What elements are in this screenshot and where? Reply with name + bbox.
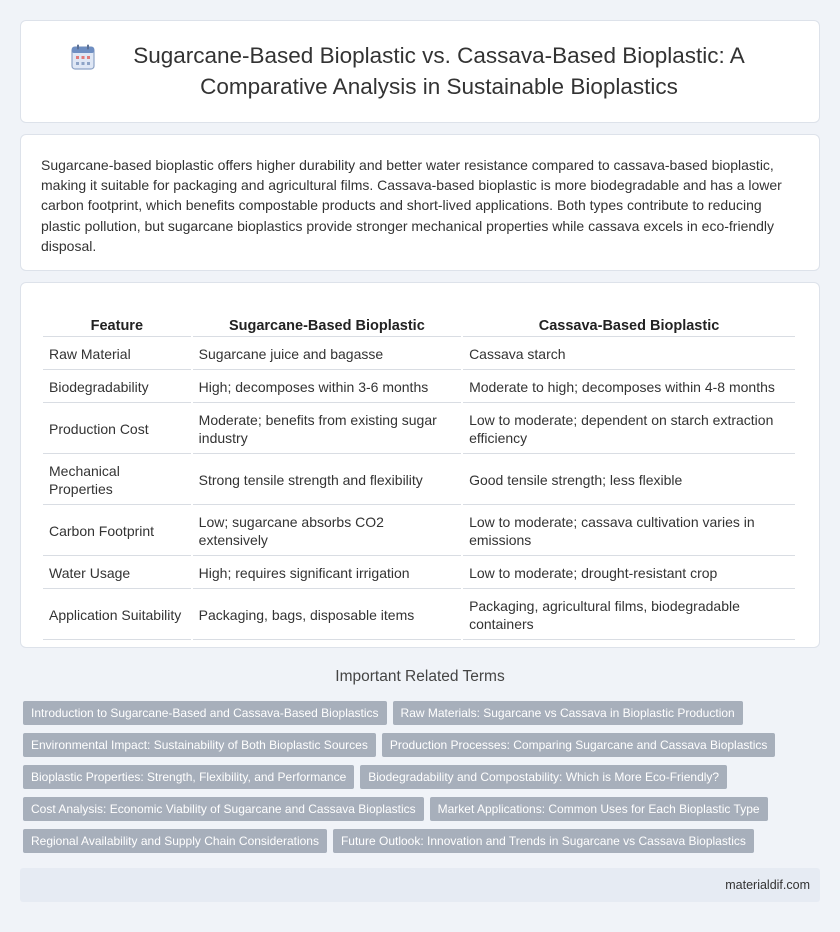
row-feature: Mechanical Properties	[43, 456, 191, 505]
footer	[20, 868, 820, 902]
related-term-tag[interactable]: Market Applications: Common Uses for Each Bioplastic Type	[430, 797, 768, 821]
summary-text: Sugarcane-based bioplastic offers higher durability and better water resistance compared to cassava-based bioplastic, making it suitable for packaging and agricultural films. Cassava-based bioplastic is more biodegradable and has a lower carbon footprint, which benefits compostable products and short-lived applications. Both types contribute to reducing plastic pollution, but sugarcane bioplastics provide stronger mechanical properties while cassava excels in eco-friendly disposal.	[41, 157, 782, 254]
row-feature: Production Cost	[43, 405, 191, 454]
related-term-tag[interactable]: Future Outlook: Innovation and Trends in Sugarcane vs Cassava Bioplastics	[333, 829, 754, 853]
header-cassava: Cassava-Based Bioplastic	[463, 315, 795, 337]
row-sugarcane: Strong tensile strength and flexibility	[193, 456, 461, 505]
row-cassava: Moderate to high; decomposes within 4-8 months	[463, 372, 795, 403]
row-cassava: Low to moderate; drought-resistant crop	[463, 558, 795, 589]
row-sugarcane: High; requires significant irrigation	[193, 558, 461, 589]
header-feature: Feature	[43, 315, 191, 337]
row-feature: Application Suitability	[43, 591, 191, 640]
row-cassava: Low to moderate; dependent on starch extraction efficiency	[463, 405, 795, 454]
row-sugarcane: Moderate; benefits from existing sugar industry	[193, 405, 461, 454]
table-row	[43, 558, 795, 589]
row-feature: Water Usage	[43, 558, 191, 589]
row-cassava: Packaging, agricultural films, biodegradable containers	[463, 591, 795, 640]
related-terms-list	[23, 701, 823, 861]
header-sugarcane: Sugarcane-Based Bioplastic	[193, 315, 461, 337]
table-row	[43, 339, 795, 370]
calendar-icon	[71, 44, 95, 70]
related-term-tag[interactable]: Introduction to Sugarcane-Based and Cassava-Based Bioplastics	[23, 701, 387, 725]
related-term-tag[interactable]: Biodegradability and Compostability: Which is More Eco-Friendly?	[360, 765, 727, 789]
row-feature: Raw Material	[43, 339, 191, 370]
row-cassava: Cassava starch	[463, 339, 795, 370]
related-term-tag[interactable]: Regional Availability and Supply Chain Considerations	[23, 829, 327, 853]
related-term-tag[interactable]: Environmental Impact: Sustainability of Both Bioplastic Sources	[23, 733, 376, 757]
table-row	[43, 456, 795, 505]
related-term-tag[interactable]: Raw Materials: Sugarcane vs Cassava in Bioplastic Production	[393, 701, 743, 725]
row-sugarcane: High; decomposes within 3-6 months	[193, 372, 461, 403]
row-sugarcane: Low; sugarcane absorbs CO2 extensively	[193, 507, 461, 556]
related-terms-title: Important Related Terms	[335, 668, 505, 685]
related-term-tag[interactable]: Cost Analysis: Economic Viability of Sugarcane and Cassava Bioplastics	[23, 797, 424, 821]
footer-site[interactable]: materialdif.com	[725, 878, 810, 892]
page-title: Sugarcane-Based Bioplastic vs. Cassava-Based Bioplastic: A Comparative Analysis in Sustainable Bioplastics	[133, 43, 745, 99]
row-feature: Carbon Footprint	[43, 507, 191, 556]
row-feature: Biodegradability	[43, 372, 191, 403]
table-row	[43, 372, 795, 403]
row-cassava: Low to moderate; cassava cultivation varies in emissions	[463, 507, 795, 556]
related-term-tag[interactable]: Production Processes: Comparing Sugarcane and Cassava Bioplastics	[382, 733, 776, 757]
summary-card	[20, 134, 820, 271]
table-row	[43, 591, 795, 640]
table-header-row	[43, 315, 795, 337]
table-row	[43, 507, 795, 556]
row-sugarcane: Packaging, bags, disposable items	[193, 591, 461, 640]
comparison-table-card	[20, 282, 820, 648]
table-row	[43, 405, 795, 454]
row-sugarcane: Sugarcane juice and bagasse	[193, 339, 461, 370]
row-cassava: Good tensile strength; less flexible	[463, 456, 795, 505]
comparison-table	[41, 313, 797, 642]
header-card	[20, 20, 820, 123]
related-term-tag[interactable]: Bioplastic Properties: Strength, Flexibility, and Performance	[23, 765, 354, 789]
